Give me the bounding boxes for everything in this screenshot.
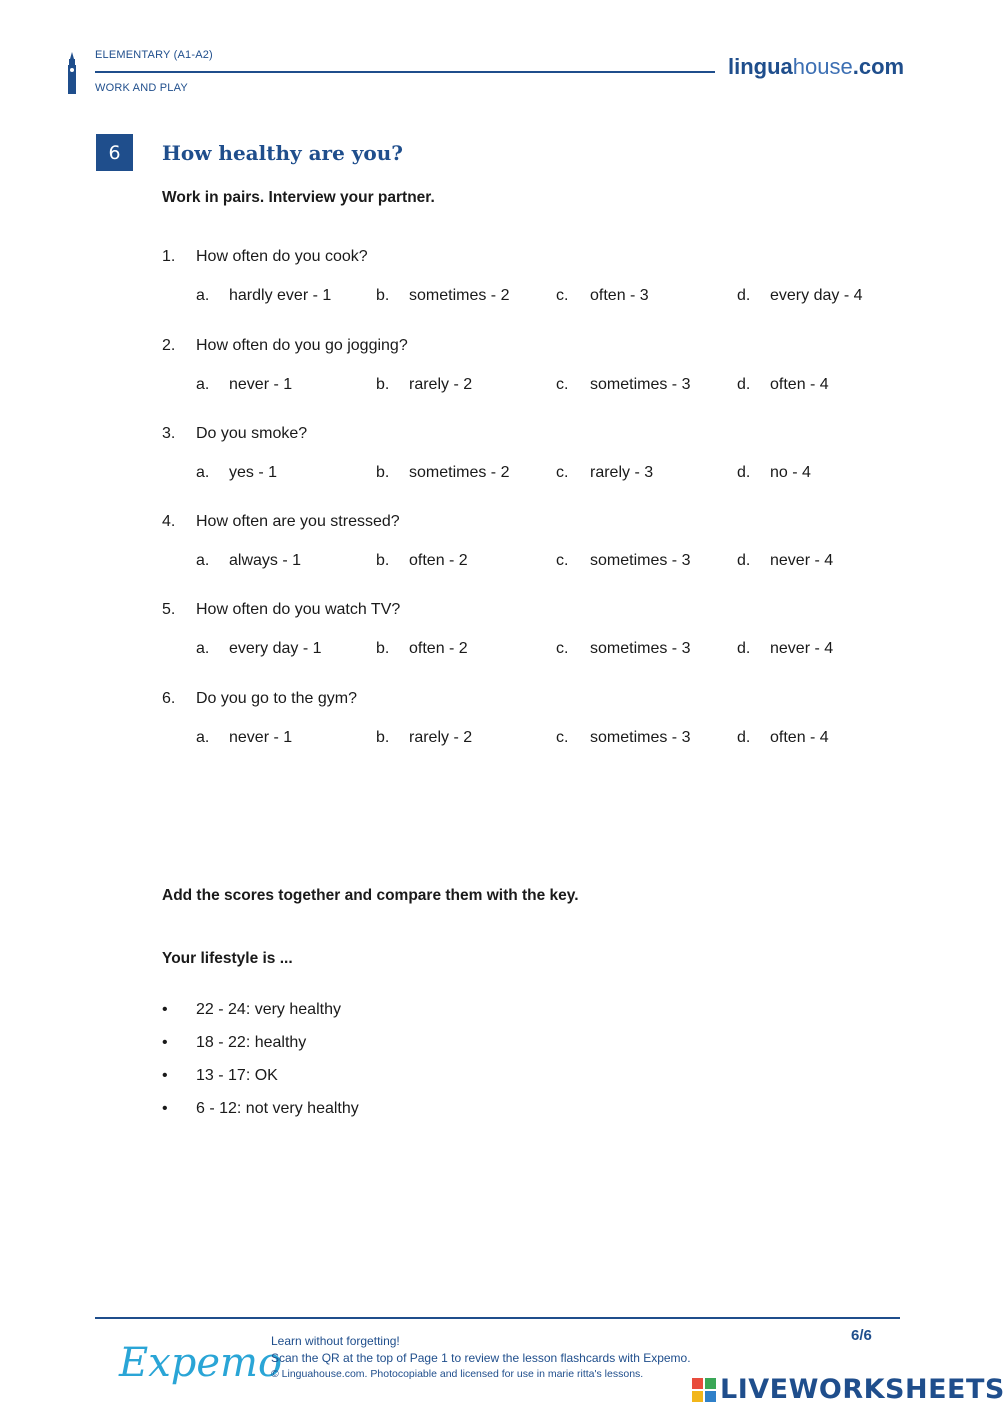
liveworksheets-grid-icon — [692, 1378, 716, 1402]
expemo-logo-text: Expemo — [119, 1340, 283, 1386]
option-text[interactable]: never - 1 — [229, 729, 293, 746]
question-text: How often do you go jogging? — [196, 337, 408, 354]
option-text[interactable]: sometimes - 3 — [590, 552, 691, 569]
option-text[interactable]: every day - 1 — [229, 640, 322, 657]
footer-divider — [95, 1317, 900, 1319]
key-item: 13 - 17: OK — [196, 1067, 278, 1084]
question-text: How often are you stressed? — [196, 513, 400, 530]
question-number: 1. — [162, 248, 176, 265]
question-number: 5. — [162, 601, 176, 618]
option-letter: a. — [196, 552, 210, 569]
option-letter: a. — [196, 464, 210, 481]
bullet-icon: • — [162, 1034, 168, 1051]
option-text[interactable]: sometimes - 3 — [590, 729, 691, 746]
option-letter: c. — [556, 640, 569, 657]
page-number: 6/6 — [851, 1327, 872, 1344]
option-text[interactable]: no - 4 — [770, 464, 811, 481]
footer-tagline: Learn without forgetting! — [271, 1334, 400, 1348]
option-letter: a. — [196, 287, 210, 304]
option-letter: a. — [196, 376, 210, 393]
option-letter: d. — [737, 287, 751, 304]
bullet-icon: • — [162, 1100, 168, 1117]
brand-part-lingua: lingua — [728, 54, 793, 79]
option-letter: d. — [737, 729, 751, 746]
linguahouse-logo[interactable] — [728, 54, 904, 80]
option-text[interactable]: always - 1 — [229, 552, 302, 569]
lesson-topic: WORK AND PLAY — [95, 82, 188, 94]
option-text[interactable]: sometimes - 3 — [590, 376, 691, 393]
option-letter: d. — [737, 552, 751, 569]
option-letter: c. — [556, 376, 569, 393]
option-letter: b. — [376, 640, 390, 657]
option-text[interactable]: rarely - 2 — [409, 376, 473, 393]
liveworksheets-text: LIVEWORKSHEETS — [720, 1374, 1005, 1405]
option-text[interactable]: sometimes - 2 — [409, 464, 510, 481]
option-text[interactable]: every day - 4 — [770, 287, 863, 304]
big-ben-icon — [64, 52, 80, 94]
option-letter: c. — [556, 464, 569, 481]
scoring-instruction: Add the scores together and compare them with the key. — [162, 887, 579, 904]
key-item: 18 - 22: healthy — [196, 1034, 307, 1051]
option-letter: c. — [556, 287, 569, 304]
key-item: 22 - 24: very healthy — [196, 1001, 341, 1018]
option-text[interactable]: often - 2 — [409, 640, 468, 657]
bullet-icon: • — [162, 1067, 168, 1084]
question-text: Do you go to the gym? — [196, 690, 357, 707]
option-text[interactable]: never - 4 — [770, 552, 834, 569]
option-text[interactable]: often - 4 — [770, 729, 829, 746]
section-number-badge: 6 — [96, 134, 133, 171]
liveworksheets-logo[interactable] — [692, 1374, 1005, 1405]
brand-part-house: house — [792, 54, 853, 79]
option-letter: c. — [556, 729, 569, 746]
option-text[interactable]: often - 2 — [409, 552, 468, 569]
option-text[interactable]: rarely - 3 — [590, 464, 654, 481]
option-letter: d. — [737, 376, 751, 393]
option-text[interactable]: yes - 1 — [229, 464, 278, 481]
expemo-logo[interactable] — [117, 1326, 283, 1396]
option-letter: c. — [556, 552, 569, 569]
option-text[interactable]: hardly ever - 1 — [229, 287, 332, 304]
option-letter: d. — [737, 640, 751, 657]
section-title: How healthy are you? — [162, 141, 404, 165]
option-letter: b. — [376, 552, 390, 569]
question-number: 2. — [162, 337, 176, 354]
option-text[interactable]: sometimes - 2 — [409, 287, 510, 304]
option-letter: b. — [376, 729, 390, 746]
option-text[interactable]: often - 3 — [590, 287, 649, 304]
option-text[interactable]: rarely - 2 — [409, 729, 473, 746]
option-letter: d. — [737, 464, 751, 481]
course-level: ELEMENTARY (A1-A2) — [95, 49, 213, 61]
option-letter: b. — [376, 376, 390, 393]
option-letter: b. — [376, 464, 390, 481]
question-text: Do you smoke? — [196, 425, 308, 442]
brand-part-tld: .com — [852, 54, 905, 79]
section-instruction: Work in pairs. Interview your partner. — [162, 189, 435, 206]
lifestyle-lead: Your lifestyle is ... — [162, 950, 293, 967]
question-number: 4. — [162, 513, 176, 530]
footer-copyright: © Linguahouse.com. Photocopiable and licensed for use in marie ritta's lessons. — [271, 1368, 644, 1380]
option-text[interactable]: sometimes - 3 — [590, 640, 691, 657]
bullet-icon: • — [162, 1001, 168, 1018]
option-text[interactable]: never - 4 — [770, 640, 834, 657]
footer-qr-note: Scan the QR at the top of Page 1 to review the lesson flashcards with Expemo. — [271, 1351, 691, 1365]
option-text[interactable]: never - 1 — [229, 376, 293, 393]
header-divider — [95, 71, 715, 73]
option-text[interactable]: often - 4 — [770, 376, 829, 393]
question-text: How often do you cook? — [196, 248, 368, 265]
key-item: 6 - 12: not very healthy — [196, 1100, 359, 1117]
question-number: 6. — [162, 690, 176, 707]
option-letter: b. — [376, 287, 390, 304]
question-text: How often do you watch TV? — [196, 601, 401, 618]
option-letter: a. — [196, 640, 210, 657]
option-letter: a. — [196, 729, 210, 746]
question-number: 3. — [162, 425, 176, 442]
